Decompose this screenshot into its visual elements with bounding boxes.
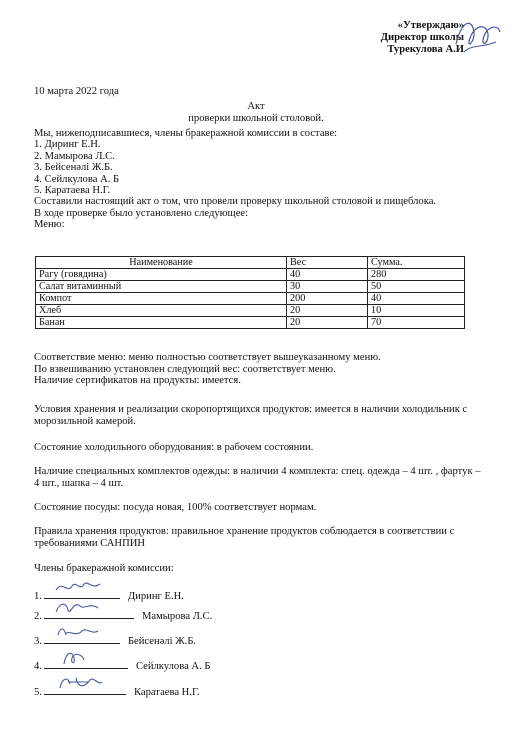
- finding-rules-line: Правила хранения продуктов: правильное хранение продуктов соблюдается в соответствии с: [34, 526, 455, 537]
- signature-number: 4.: [34, 661, 42, 672]
- table-header-cell: Наименование: [36, 257, 287, 269]
- signature-number: 5.: [34, 687, 42, 698]
- approval-position: Директор школы: [380, 32, 464, 43]
- finding-storage-line: морозильной камерой.: [34, 415, 136, 427]
- menu-table: [35, 256, 465, 329]
- signature-row: [34, 633, 196, 647]
- table-cell: 20: [287, 317, 368, 329]
- act-body: [34, 128, 436, 231]
- finding-rules-line: требованиями САНПИН: [34, 537, 146, 549]
- director-signature-image: [452, 14, 504, 58]
- findings-menu-block: [34, 352, 381, 387]
- finding-clothing-line: Наличие специальных комплектов одежды: в наличии 4 комплекта: спец. одежда – 4 шт. , фартук –: [34, 466, 481, 477]
- commission-member: 5. Каратаева Н.Г.: [34, 185, 111, 197]
- finding-dishes: Состояние посуды: посуда новая, 100% соответствует нормам.: [34, 502, 317, 513]
- finding-clothing-line: 4 шт., шапка – 4 шт.: [34, 477, 124, 489]
- table-cell: 40: [368, 293, 465, 305]
- signature-number: 2.: [34, 611, 42, 622]
- finding-clothing: [34, 466, 481, 489]
- signature-row: [34, 658, 210, 672]
- table-cell: Салат витаминный: [36, 281, 287, 293]
- table-row: [36, 281, 465, 293]
- table-cell: Рагу (говядина): [36, 269, 287, 281]
- statement-1: Составили настоящий акт о том, что провели проверку школьной столовой и пищеблока.: [34, 196, 437, 208]
- member-signature-image: [54, 648, 104, 666]
- member-signature-image: [54, 623, 104, 641]
- signature-line: [44, 633, 120, 644]
- member-signature-image: [54, 598, 104, 616]
- table-cell: Банан: [36, 317, 287, 329]
- commission-member: 1. Диринг Е.Н.: [34, 139, 101, 151]
- table-row: [36, 269, 465, 281]
- commission-member: 3. Бейсенәлі Ж.Б.: [34, 162, 113, 174]
- table-row: [36, 317, 465, 329]
- finding-rules: [34, 526, 454, 549]
- table-cell: Компот: [36, 293, 287, 305]
- document-date: 10 марта 2022 года: [34, 86, 119, 97]
- table-row: [36, 305, 465, 317]
- act-title: [0, 101, 512, 125]
- table-row: [36, 293, 465, 305]
- commission-member: 4. Сейлкулова А. Б: [34, 173, 120, 185]
- signature-name: Диринг Е.Н.: [127, 591, 184, 602]
- finding-menu-match: Соответствие меню: меню полностью соответствует вышеуказанному меню.: [34, 352, 381, 363]
- table-cell: 30: [287, 281, 368, 293]
- table-cell: 50: [368, 281, 465, 293]
- finding-weight: По взвешиванию установлен следующий вес: соответствует меню.: [34, 363, 336, 375]
- signature-name: Каратаева Н.Г.: [133, 687, 200, 698]
- signature-row: [34, 684, 200, 698]
- members-heading: Члены бракеражной комиссии:: [34, 563, 174, 574]
- menu-label: Меню:: [34, 219, 65, 231]
- act-title-line1: Акт: [247, 101, 265, 112]
- table-cell: 20: [287, 305, 368, 317]
- signature-number: 1.: [34, 591, 42, 602]
- table-cell: 40: [287, 269, 368, 281]
- signature-name: Сейлкулова А. Б: [135, 661, 211, 672]
- table-cell: 280: [368, 269, 465, 281]
- commission-member: 2. Мамырова Л.С.: [34, 150, 115, 162]
- signature-line: [44, 608, 134, 619]
- member-signature-image: [54, 674, 104, 692]
- finding-fridge: Состояние холодильного оборудования: в рабочем состоянии.: [34, 442, 314, 453]
- table-header-cell: Вес: [287, 257, 368, 269]
- table-cell: 70: [368, 317, 465, 329]
- signature-line: [44, 684, 126, 695]
- intro-text: Мы, нижеподписавшиеся, члены бракеражной комиссии в составе:: [34, 128, 338, 139]
- table-cell: 10: [368, 305, 465, 317]
- act-title-line2: проверки школьной столовой.: [188, 113, 324, 124]
- approval-name: Турекулова А.И: [387, 44, 464, 55]
- table-header-cell: Сумма.: [368, 257, 465, 269]
- finding-certificates: Наличие сертификатов на продукты: имеется.: [34, 375, 241, 387]
- table-header-row: [36, 257, 465, 269]
- finding-storage-line: Условия хранения и реализации скоропортящихся продуктов: имеется в наличии холодильник с: [34, 404, 468, 415]
- member-signature-image: [54, 578, 104, 596]
- table-cell: Хлеб: [36, 305, 287, 317]
- signature-number: 3.: [34, 636, 42, 647]
- table-cell: 200: [287, 293, 368, 305]
- signature-line: [44, 658, 128, 669]
- signature-name: Бейсенәлі Ж.Б.: [127, 636, 197, 647]
- statement-2: В ходе проверке было установлено следующее:: [34, 207, 249, 219]
- approval-title: «Утверждаю»: [397, 20, 464, 31]
- finding-storage: [34, 404, 467, 427]
- signature-name: Мамырова Л.С.: [141, 611, 213, 622]
- signature-row: [34, 608, 212, 622]
